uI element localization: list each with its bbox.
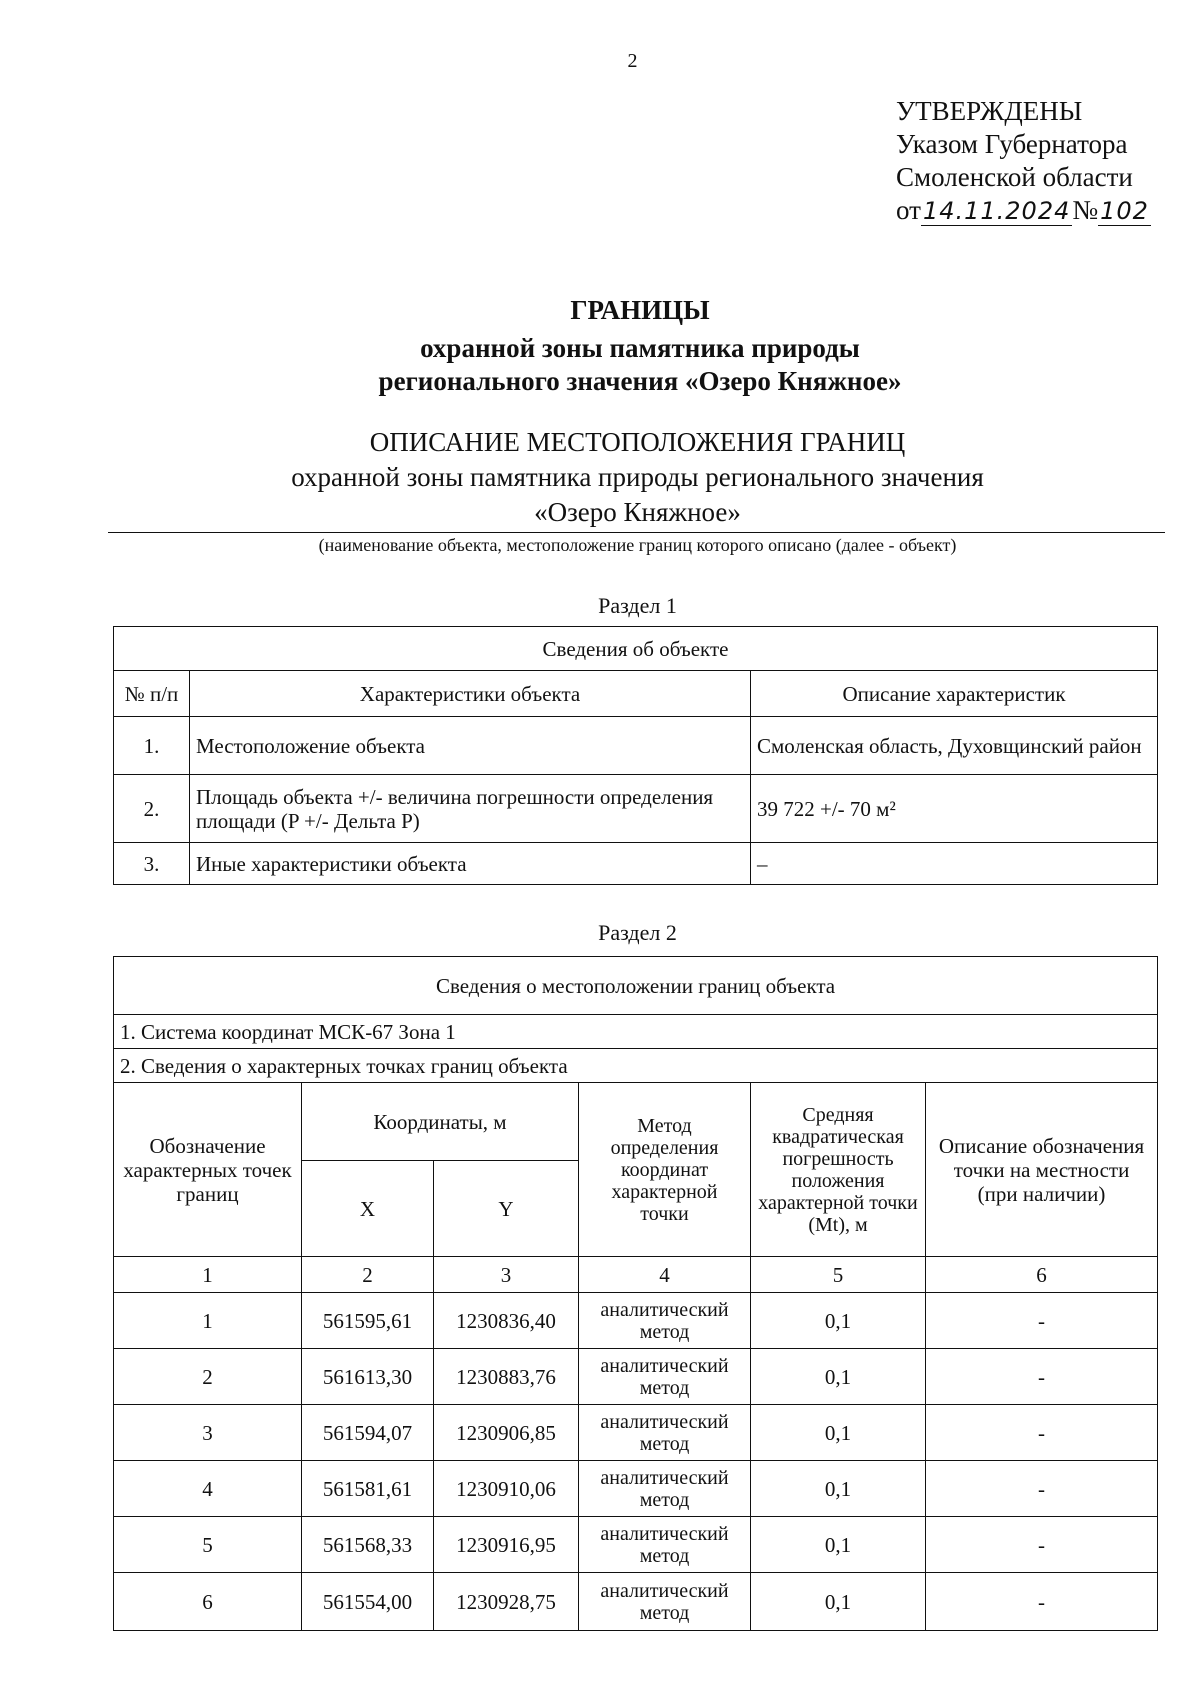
points-title: 2. Сведения о характерных точках границ объекта: [114, 1049, 1158, 1083]
coord-y: 1230928,75: [434, 1573, 579, 1631]
row-number: 1.: [114, 717, 190, 775]
handwritten-number: 102: [1100, 197, 1149, 225]
header-method: Метод определения координат характерной точки: [579, 1083, 751, 1257]
section1-table: [113, 626, 1158, 885]
column-number: 1: [114, 1257, 302, 1293]
approval-line2: Указом Губернатора: [896, 129, 1128, 159]
coord-x: 561613,30: [302, 1349, 434, 1405]
header-designation: Обозначение характерных точек границ: [114, 1083, 302, 1257]
approval-from-prefix: от: [896, 195, 921, 225]
header-error: Средняя квадратическая погрешность положения характерной точки (Mt), м: [751, 1083, 926, 1257]
method: аналитический метод: [579, 1293, 751, 1349]
error: 0,1: [751, 1293, 926, 1349]
coord-y: 1230883,76: [434, 1349, 579, 1405]
error: 0,1: [751, 1517, 926, 1573]
section2-table-title: Сведения о местоположении границ объекта: [114, 957, 1158, 1015]
row-number: 2.: [114, 775, 190, 843]
coord-y: 1230910,06: [434, 1461, 579, 1517]
point-id: 5: [114, 1517, 302, 1573]
column-number: 5: [751, 1257, 926, 1293]
document-subtitle-line1: охранной зоны памятника природы: [420, 333, 860, 363]
column-number: 6: [926, 1257, 1158, 1293]
approval-date-line: [896, 194, 1151, 228]
section2-table: [113, 956, 1158, 1631]
error: 0,1: [751, 1461, 926, 1517]
header-point-description: Описание обозначения точки на местности (при наличии): [926, 1083, 1158, 1257]
point-description: -: [926, 1517, 1158, 1573]
error: 0,1: [751, 1349, 926, 1405]
section1-label: Раздел 1: [598, 593, 677, 618]
page-number: 2: [627, 50, 638, 72]
document-subtitle-line2: регионального значения «Озеро Княжное»: [378, 366, 902, 396]
header-description: Описание характеристик: [751, 671, 1158, 717]
point-id: 4: [114, 1461, 302, 1517]
point-description: -: [926, 1293, 1158, 1349]
handwritten-date: 14.11.2024: [922, 197, 1071, 225]
coord-x: 561594,07: [302, 1405, 434, 1461]
column-number: 3: [434, 1257, 579, 1293]
row-description: Смоленская область, Духовщинский район: [751, 717, 1158, 775]
object-name-line2: «Озеро Княжное»: [534, 497, 741, 527]
point-id: 3: [114, 1405, 302, 1461]
row-characteristic: Площадь объекта +/- величина погрешности определения площади (P +/- Дельта P): [190, 775, 751, 843]
column-number: 2: [302, 1257, 434, 1293]
method: аналитический метод: [579, 1573, 751, 1631]
coord-x: 561581,61: [302, 1461, 434, 1517]
header-coordinates: Координаты, м: [302, 1083, 579, 1161]
method: аналитический метод: [579, 1517, 751, 1573]
point-id: 6: [114, 1573, 302, 1631]
point-description: -: [926, 1461, 1158, 1517]
description-heading: ОПИСАНИЕ МЕСТОПОЛОЖЕНИЯ ГРАНИЦ: [369, 427, 906, 457]
method: аналитический метод: [579, 1349, 751, 1405]
point-description: -: [926, 1405, 1158, 1461]
approval-line3: Смоленской области: [896, 162, 1133, 192]
approval-line1: УТВЕРЖДЕНЫ: [896, 96, 1083, 126]
point-description: -: [926, 1349, 1158, 1405]
coord-x: 561554,00: [302, 1573, 434, 1631]
coord-y: 1230836,40: [434, 1293, 579, 1349]
coordinate-system: 1. Система координат МСК-67 Зона 1: [114, 1015, 1158, 1049]
coord-y: 1230906,85: [434, 1405, 579, 1461]
column-number: 4: [579, 1257, 751, 1293]
error: 0,1: [751, 1405, 926, 1461]
approval-number-prefix: №: [1072, 195, 1099, 225]
header-characteristic: Характеристики объекта: [190, 671, 751, 717]
row-description: 39 722 +/- 70 м²: [751, 775, 1158, 843]
header-num: № п/п: [114, 671, 190, 717]
method: аналитический метод: [579, 1461, 751, 1517]
object-caption: (наименование объекта, местоположение границ которого описано (далее - объект): [318, 535, 957, 555]
header-x: X: [302, 1161, 434, 1257]
section1-table-title: Сведения об объекте: [114, 627, 1158, 671]
document-title: ГРАНИЦЫ: [570, 295, 710, 325]
coord-x: 561568,33: [302, 1517, 434, 1573]
point-id: 2: [114, 1349, 302, 1405]
object-name-line1: охранной зоны памятника природы регионального значения: [291, 462, 984, 492]
underline-rule: [108, 532, 1165, 533]
approval-stamp: [896, 95, 1151, 228]
coord-x: 561595,61: [302, 1293, 434, 1349]
method: аналитический метод: [579, 1405, 751, 1461]
section2-label: Раздел 2: [598, 920, 677, 945]
error: 0,1: [751, 1573, 926, 1631]
row-number: 3.: [114, 843, 190, 885]
coord-y: 1230916,95: [434, 1517, 579, 1573]
header-y: Y: [434, 1161, 579, 1257]
row-characteristic: Иные характеристики объекта: [190, 843, 751, 885]
row-characteristic: Местоположение объекта: [190, 717, 751, 775]
point-description: -: [926, 1573, 1158, 1631]
point-id: 1: [114, 1293, 302, 1349]
row-description: –: [751, 843, 1158, 885]
